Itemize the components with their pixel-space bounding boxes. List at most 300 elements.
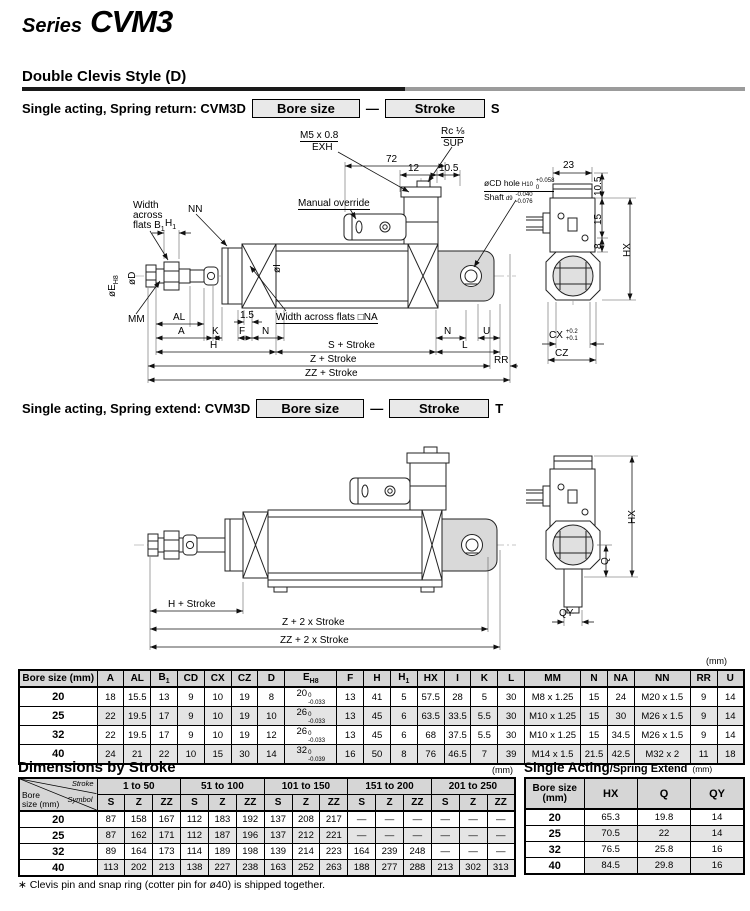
stroke-table-cell: 227 [208,860,236,877]
model-extend-suffix: T [495,401,504,416]
main-table-cell: 9 [690,707,717,726]
spring-extend-diagram [0,424,750,670]
dim-rr: RR [494,355,509,366]
main-table-header: NN [634,670,690,687]
model-line-spring-extend [22,399,503,418]
dim-s-stroke: S + Stroke [328,340,375,351]
port-exh-thread-label: M5 x 0.8 [300,130,339,141]
main-table-cell: 34.5 [607,726,634,745]
symbol-header: S [97,795,125,812]
main-table-cell: 14 [717,707,744,726]
stroke-table-cell: — [487,811,515,828]
main-table-cell: 45 [364,726,391,745]
extend-table-header: Q [637,778,690,809]
main-table-cell: 10 [258,707,285,726]
model-return-suffix: S [490,101,500,116]
stroke-table-unit: (mm) [492,765,513,775]
stroke-table-cell: — [348,828,376,844]
main-table-header: U [717,670,744,687]
stroke-table-cell: 252 [292,860,320,877]
stroke-table-corner [19,778,97,811]
symbol-header: ZZ [236,795,264,812]
stroke-table-cell: 137 [264,811,292,828]
stroke-table-cell: 288 [403,860,431,877]
main-table-cell: 22 [97,726,124,745]
main-table-cell: 30 [498,687,525,707]
main-table-cell: 18 [97,687,124,707]
main-table-cell: 19.5 [124,726,151,745]
main-table-cell: 16 [337,745,364,765]
main-table-cell: 10 [177,745,204,765]
main-table-header: CZ [231,670,258,687]
shaft-fit: d9 [505,196,513,202]
dim-oe: $øE_{H8}$ [107,275,120,297]
width-flats-line1: Width [133,200,159,211]
dim-zz-2x-stroke: ZZ + 2 x Stroke [280,635,349,646]
bore-size-cell: 40 [525,858,584,875]
table-row [525,842,744,858]
symbol-header: Z [208,795,236,812]
series-prefix: Series [22,15,83,37]
main-table-cell: 21 [124,745,151,765]
bore-size-cell: 20 [525,809,584,826]
main-table-cell: 14 [258,745,285,765]
main-table-cell: 9 [177,687,204,707]
section-rule [22,87,745,91]
main-table-cell: 37.5 [444,726,471,745]
dim-10-5-side: 10.5 [593,176,604,196]
dim-23: 23 [563,160,575,171]
main-table-cell: 11 [690,745,717,765]
main-table-cell: 14 [717,687,744,707]
symbol-header: ZZ [320,795,348,812]
stroke-table-cell: 313 [487,860,515,877]
extend-table-cell: 19.8 [637,809,690,826]
model-line-spring-return [22,99,500,118]
main-table-cell: 15 [581,687,608,707]
stroke-table-cell: 188 [348,860,376,877]
stroke-table-cell: — [431,844,459,860]
main-table-cell: 30 [498,707,525,726]
dim-al: AL [173,312,186,323]
stroke-table-cell: 239 [376,844,404,860]
main-table-cell: 63.5 [417,707,444,726]
stroke-table-cell: 139 [264,844,292,860]
main-table-header: F [337,670,364,687]
extend-table-cell: 76.5 [584,842,637,858]
stroke-table-cell: — [431,828,459,844]
spring-return-diagram [0,126,750,400]
width-flats-line3: flats $B_1$ [133,220,165,233]
stroke-table-cell: 196 [236,828,264,844]
stroke-table-cell: 113 [97,860,125,877]
dim-l: L [462,340,468,351]
symbol-header: ZZ [487,795,515,812]
main-table-header: I [444,670,471,687]
main-table-cell: 17 [151,726,178,745]
dim-od: øD [127,271,138,285]
main-table-cell: 15 [581,726,608,745]
main-table-cell: 19 [231,687,258,707]
main-table-cell: 45 [364,707,391,726]
stroke-table-cell: 173 [153,844,181,860]
main-table-cell: 7 [471,745,498,765]
stroke-table-cell: 158 [125,811,153,828]
stroke-table-cell: 167 [153,811,181,828]
main-table-cell: 8 [390,745,417,765]
stroke-table-cell: 223 [320,844,348,860]
width-flats-line2: across [133,210,163,221]
extend-table-cell: 70.5 [584,826,637,842]
main-table-cell: M10 x 1.25 [525,726,581,745]
stroke-table-cell: — [459,811,487,828]
main-table-cell: 5.5 [471,726,498,745]
stroke-table-cell: 189 [208,844,236,860]
main-table-cell: 10 [204,707,231,726]
main-table-cell: 24 [97,745,124,765]
main-table-cell: 5.5 [471,707,498,726]
stroke-table-cell: 163 [264,860,292,877]
width-flats-na-label: Width across flats □NA [276,312,378,323]
dim-zz-stroke: ZZ + Stroke [305,368,358,379]
stroke-box-2: Stroke [389,399,489,418]
bore-size-cell: 20 [19,811,97,828]
stroke-table-cell: — [403,828,431,844]
table-row [19,687,744,707]
main-table-cell: M32 x 2 [634,745,690,765]
dim-cx: CX +0.2 +0.1 [549,329,578,342]
main-table-cell: M26 x 1.5 [634,707,690,726]
stroke-range-header: 1 to 50 [97,778,181,795]
dim-q: Q [600,557,611,565]
dim-u: U [483,326,491,337]
main-table-cell: 68 [417,726,444,745]
symbol-header: S [348,795,376,812]
stroke-table-cell: 87 [97,811,125,828]
footnote: ∗ Clevis pin and snap ring (cotter pin for ø40) is shipped together. [18,879,326,891]
main-table-header: HX [417,670,444,687]
main-table-cell: M20 x 1.5 [634,687,690,707]
stroke-table-cell: — [487,844,515,860]
bore-size-cell: 32 [19,726,97,745]
main-table-cell: 10 [204,687,231,707]
main-table-cell: 8 [258,687,285,707]
extend-bore-header: Bore size (mm) [525,778,584,809]
model-return-prefix: Single acting, Spring return: CVM3D [22,101,246,116]
stroke-table-cell: 192 [236,811,264,828]
stroke-table-cell: 198 [236,844,264,860]
stroke-range-header: 151 to 200 [348,778,432,795]
stroke-table-title: Dimensions by Stroke [18,759,176,776]
main-table-header: A [97,670,124,687]
main-table-cell: 9 [177,726,204,745]
dim-h-stroke: H + Stroke [168,599,216,610]
stroke-table-cell: 187 [208,828,236,844]
port-sup-thread-label: Rc ⅛ [441,126,465,137]
model-dash-2: — [370,401,384,416]
main-table-header: MM [525,670,581,687]
table-row [525,826,744,842]
cd-hole-label: øCD hole H10 +0.058 0 Shaft d9 -0.040 -0.076 [484,178,555,205]
main-table-header: NA [607,670,634,687]
symbol-header: S [431,795,459,812]
main-table-cell: 32 0 -0.039 [285,745,337,765]
page-title [22,4,172,40]
stroke-table-cell: 214 [292,844,320,860]
dim-k: K [212,326,219,337]
table-row [19,828,515,844]
extend-table-cell: 16 [691,842,744,858]
extend-table-cell: 84.5 [584,858,637,875]
stroke-table-cell: — [376,811,404,828]
main-table-header: CX [204,670,231,687]
extend-table-cell: 25.8 [637,842,690,858]
stroke-table-cell: — [459,844,487,860]
valve-assembly-2 [350,447,449,510]
bore-size-cell: 25 [19,828,97,844]
dim-8: 8 [593,243,604,249]
stroke-table-cell: 89 [97,844,125,860]
main-table-cell: 30 [231,745,258,765]
main-table-cell: 30 [498,726,525,745]
stroke-table-cell: — [403,811,431,828]
bore-size-cell: 20 [19,687,97,707]
main-table-cell: 42.5 [607,745,634,765]
dim-1-5: 1.5 [240,310,254,321]
cd-hole-text: øCD hole [484,178,520,188]
main-dimensions-table [18,669,745,765]
stroke-table-cell: — [348,811,376,828]
stroke-table-cell: — [376,828,404,844]
stroke-table-cell: — [487,828,515,844]
stroke-table-cell: 202 [125,860,153,877]
dim-mm: MM [128,314,145,325]
main-table-cell: 24 [607,687,634,707]
main-table-cell: 15 [204,745,231,765]
extend-table-header: QY [691,778,744,809]
main-table-header: K [471,670,498,687]
main-table-header: CD [177,670,204,687]
main-table-cell: 10 [204,726,231,745]
stroke-table-cell: — [431,811,459,828]
stroke-range-header: 51 to 100 [181,778,265,795]
main-table-cell: 28 [444,687,471,707]
stroke-table-cell: 164 [125,844,153,860]
extend-table-title: Single Acting /Spring Extend (mm) [524,760,713,775]
main-table-cell: 12 [258,726,285,745]
stroke-table-cell: 212 [292,828,320,844]
table-row [525,858,744,875]
main-table-cell: 41 [364,687,391,707]
bore-size-cell: 32 [19,844,97,860]
main-table-cell: M26 x 1.5 [634,726,690,745]
dim-15: 15 [593,213,604,225]
dim-10-5: 10.5 [439,163,459,174]
bore-size-box: Bore size [252,99,360,118]
section-title: Double Clevis Style (D) [22,68,187,85]
main-table-cell: M14 x 1.5 [525,745,581,765]
dim-n: N [262,326,270,337]
extend-table-cell: 29.8 [637,858,690,875]
main-table-cell: 30 [607,707,634,726]
main-table-header: L [498,670,525,687]
main-table-cell: 26 0 -0.033 [285,726,337,745]
extend-table-header: HX [584,778,637,809]
cylinder-end-view-2 [526,456,600,613]
main-table-cell: 19 [231,726,258,745]
dim-12: 12 [408,163,420,174]
symbol-header: ZZ [403,795,431,812]
dim-z-stroke: Z + Stroke [310,354,357,365]
bore-size-cell: 32 [525,842,584,858]
stroke-table-cell: 164 [348,844,376,860]
bore-size-cell: 25 [19,707,97,726]
main-table-cell: 33.5 [444,707,471,726]
main-table-cell: 13 [337,726,364,745]
table-row [19,860,515,877]
stroke-table-cell: 162 [125,828,153,844]
dim-nn: NN [188,204,203,215]
main-table-header: $H_1$ [390,670,417,687]
main-table-cell: M10 x 1.25 [525,707,581,726]
stroke-table-cell: 238 [236,860,264,877]
dim-72: 72 [386,154,398,165]
main-table-cell: 6 [390,707,417,726]
symbol-header: S [181,795,209,812]
main-table-header: H [364,670,391,687]
dim-hx-2: HX [627,510,638,524]
stroke-table-cell: 248 [403,844,431,860]
symbol-header: Z [459,795,487,812]
table-row [19,844,515,860]
symbol-header: S [264,795,292,812]
main-table-cell: 6 [390,726,417,745]
symbol-header: Z [125,795,153,812]
main-table-cell: 19 [231,707,258,726]
main-table-cell: 20 0 -0.033 [285,687,337,707]
stroke-table-cell: 183 [208,811,236,828]
main-table-cell: 13 [337,687,364,707]
corner-stroke-label: Stroke [71,779,94,788]
stroke-table-cell: — [459,828,487,844]
main-table-cell: 9 [690,726,717,745]
corner-bore-label: Bore size (mm) [22,790,60,809]
shaft-text: Shaft [484,192,504,202]
stroke-table-cell: 114 [181,844,209,860]
main-table-cell: 22 [97,707,124,726]
main-table-cell: 9 [690,687,717,707]
main-table-cell: 13 [337,707,364,726]
spring-extend-drawing [0,424,750,670]
symbol-header: ZZ [153,795,181,812]
main-table-cell: 13 [151,687,178,707]
stroke-range-header: 101 to 150 [264,778,348,795]
table-row [19,707,744,726]
dim-f: F [239,326,246,337]
stroke-box: Stroke [385,99,485,118]
stroke-table-cell: 112 [181,811,209,828]
stroke-table-cell: 112 [181,828,209,844]
main-table-cell: 14 [717,726,744,745]
main-table-cell: 5 [390,687,417,707]
stroke-range-header: 201 to 250 [431,778,515,795]
main-table-header: RR [690,670,717,687]
extend-table-cell: 14 [691,809,744,826]
table-header-row [19,670,744,687]
stroke-table-cell: 217 [320,811,348,828]
table-row [19,811,515,828]
dim-cz: CZ [555,348,569,359]
stroke-table-cell: 302 [459,860,487,877]
main-table-cell: 18 [717,745,744,765]
stroke-table-cell: 277 [376,860,404,877]
main-table-cell: 39 [498,745,525,765]
valve-assembly [344,181,441,244]
cylinder-side-view-2 [148,447,497,592]
main-table-cell: 46.5 [444,745,471,765]
main-table-cell: 22 [151,745,178,765]
stroke-table-cell: 213 [153,860,181,877]
main-table-header: $B_1$ [151,670,178,687]
extend-table-cell: 16 [691,858,744,875]
main-table-cell: 21.5 [581,745,608,765]
dim-n2: N [444,326,452,337]
main-table-header: N [581,670,608,687]
section-heading [22,68,745,91]
stroke-table-cell: 221 [320,828,348,844]
main-table-header: Bore size (mm) [19,670,97,687]
cd-fit: H10 [521,182,533,188]
bore-size-cell: 40 [19,860,97,877]
table-row [525,809,744,826]
manual-override-label: Manual override [298,198,370,209]
main-table-cell: 15.5 [124,687,151,707]
spring-return-drawing [0,126,750,400]
main-table-cell: 17 [151,707,178,726]
bore-size-box-2: Bore size [256,399,364,418]
main-table-unit: (mm) [706,656,727,666]
stroke-table-cell: 138 [181,860,209,877]
stroke-table-cell: 208 [292,811,320,828]
main-table-header: AL [124,670,151,687]
stroke-table-cell: 263 [320,860,348,877]
series-name: CVM3 [90,4,173,39]
stroke-table-cell: 213 [431,860,459,877]
dim-a: A [178,326,185,337]
extend-table-cell: 65.3 [584,809,637,826]
stroke-table-cell: 137 [264,828,292,844]
dim-hx: HX [622,243,633,257]
symbol-header: Z [292,795,320,812]
extend-table-cell: 22 [637,826,690,842]
extend-table-cell: 14 [691,826,744,842]
port-sup-label: SUP [443,138,464,149]
dim-h: H [210,340,218,351]
dimensions-by-stroke-table [18,777,516,877]
extend-table-unit: (mm) [692,764,713,774]
bore-size-cell: 40 [19,745,97,765]
main-table-cell: 19.5 [124,707,151,726]
table-row [19,726,744,745]
main-table-cell: M8 x 1.25 [525,687,581,707]
main-table-cell: 57.5 [417,687,444,707]
symbol-header: Z [376,795,404,812]
corner-symbol-label: Symbol [67,795,93,804]
main-table-cell: 26 0 -0.033 [285,707,337,726]
main-table-cell: 15 [581,707,608,726]
dim-z-2x-stroke: Z + 2 x Stroke [282,617,345,628]
main-table-cell: 9 [177,707,204,726]
